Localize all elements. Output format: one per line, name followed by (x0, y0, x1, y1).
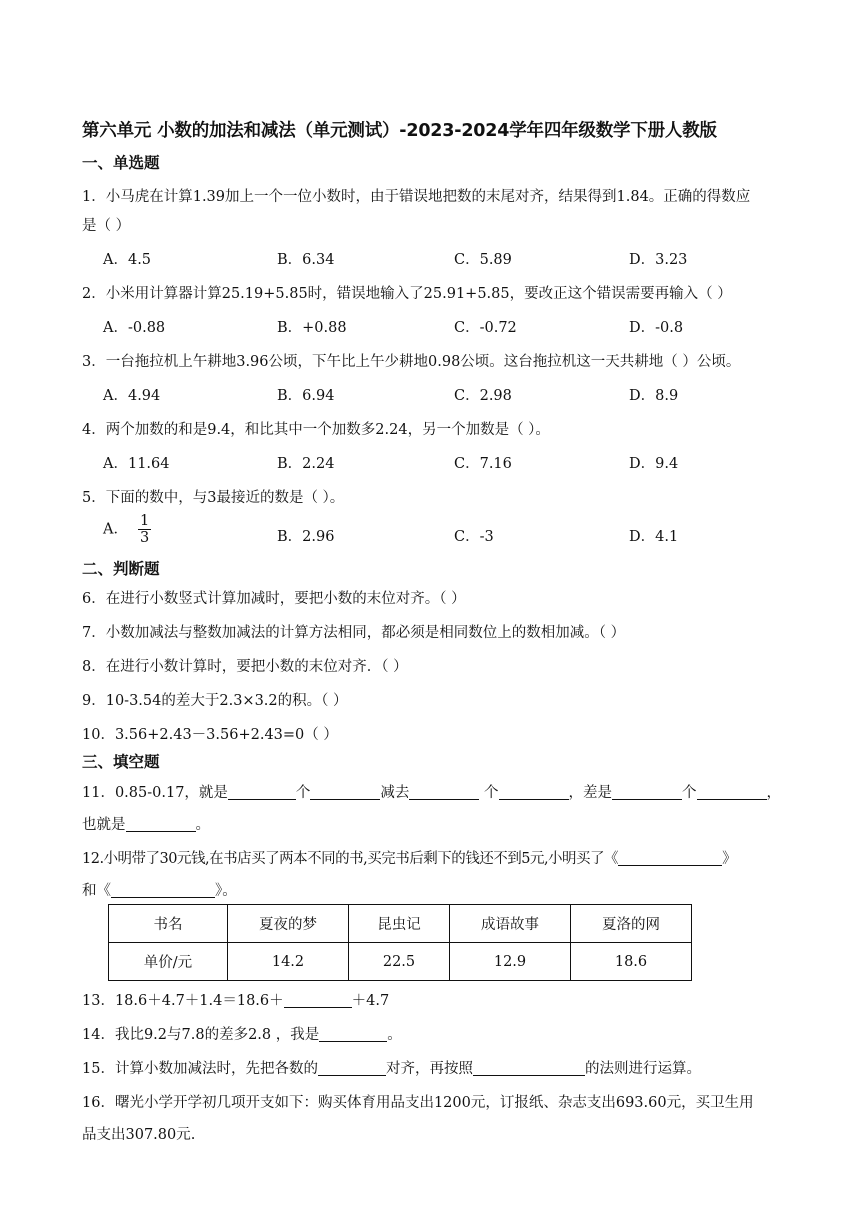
question-11-line-1 (82, 781, 781, 802)
answer-blank[interactable] (310, 783, 380, 800)
question-4-option-d: D．9.4 (629, 456, 679, 472)
question-11-text-f: 个 (682, 785, 697, 801)
question-14-text-a: 14．我比9.2与7.8的差多2.8 ，我是 (82, 1027, 320, 1043)
question-15-text (82, 1057, 701, 1078)
question-10-text: 10．3.56+2.43－3.56+2.43=0（ ） (82, 727, 338, 743)
question-4-option-a: A．11.64 (103, 456, 170, 472)
answer-blank[interactable] (284, 991, 352, 1008)
answer-blank[interactable] (319, 1025, 387, 1042)
question-11-text-c: 减去 (380, 785, 410, 801)
question-5-option-d: D．4.1 (629, 529, 679, 545)
answer-blank[interactable] (697, 783, 767, 800)
question-13-text (82, 989, 389, 1010)
question-5-option-a-label: A． (103, 521, 128, 538)
table-cell: 夏夜的梦 (228, 905, 349, 943)
table-header-row (109, 905, 692, 943)
table-cell: 18.6 (571, 943, 692, 981)
table-cell: 夏洛的网 (571, 905, 692, 943)
question-12-text-d: 》。 (215, 883, 237, 899)
question-15-text-b: 对齐，再按照 (385, 1061, 473, 1077)
answer-blank[interactable] (228, 783, 296, 800)
answer-blank[interactable] (618, 849, 722, 866)
table-cell: 书名 (109, 905, 228, 943)
book-price-table (108, 904, 692, 981)
question-11-text-b: 个 (295, 785, 311, 801)
question-9-text: 9．10-3.54的差大于2.3×3.2的积。（ ） (82, 693, 348, 709)
section-heading-single-choice: 一、单选题 (82, 154, 160, 172)
table-cell: 成语故事 (450, 905, 571, 943)
question-2-option-d: D．-0.8 (629, 320, 684, 336)
question-3-text: 3．一台拖拉机上午耕地3.96公顷，下午比上午少耕地0.98公顷。这台拖拉机这一天共耕地（ ）公顷。 (82, 354, 741, 370)
question-1-option-b: B．6.34 (277, 252, 335, 268)
question-14-text-b: 。 (387, 1027, 402, 1043)
question-5-text: 5．下面的数中，与3最接近的数是（ ）。 (82, 490, 345, 506)
question-1-option-c: C．5.89 (454, 252, 512, 268)
question-11-text-d: 个 (479, 785, 499, 801)
question-7-text: 7．小数加减法与整数加减法的计算方法相同，都必须是相同数位上的数相加减。（ ） (82, 625, 626, 641)
question-5-option-a (103, 513, 151, 546)
question-16-text-line-1: 16．曙光小学开学初几项开支如下：购买体育用品支出1200元，订报纸、杂志支出693.60元，买卫生用 (82, 1095, 754, 1111)
question-5-option-c: C．-3 (454, 529, 494, 545)
question-6-text: 6．在进行小数竖式计算加减时，要把小数的末位对齐。（ ） (82, 591, 466, 607)
question-1-text-line-2: 是（ ） (82, 218, 131, 234)
question-3-option-c: C．2.98 (454, 388, 512, 404)
fraction-numerator: 1 (139, 513, 150, 529)
question-5-option-b: B．2.96 (277, 529, 335, 545)
question-3-option-a: A．4.94 (103, 388, 161, 404)
table-cell: 12.9 (450, 943, 571, 981)
table-cell: 单价/元 (109, 943, 228, 981)
section-heading-true-false: 二、判断题 (82, 560, 160, 578)
question-8-text: 8．在进行小数计算时，要把小数的末位对齐．（ ） (82, 659, 408, 675)
question-2-option-c: C．-0.72 (454, 320, 517, 336)
answer-blank[interactable] (473, 1059, 585, 1076)
answer-blank[interactable] (612, 783, 682, 800)
section-heading-fill-in: 三、填空题 (82, 753, 160, 771)
answer-blank[interactable] (111, 881, 215, 898)
question-13-text-a: 13．18.6＋4.7＋1.4＝18.6＋ (82, 993, 284, 1009)
question-1-text-line-1: 1．小马虎在计算1.39加上一个一位小数时，由于错误地把数的末尾对齐，结果得到1.84。正确的得数应 (82, 189, 751, 205)
table-row (109, 943, 692, 981)
question-12-text-c: 和《 (82, 883, 111, 899)
answer-blank[interactable] (499, 783, 569, 800)
table-cell: 14.2 (228, 943, 349, 981)
question-11-text-g: ， (766, 785, 782, 801)
question-12-text-a: 12.小明带了30元钱,在书店买了两本不同的书,买完书后剩下的钱还不到5元,小明买了《 (82, 851, 619, 867)
table-cell: 昆虫记 (349, 905, 450, 943)
question-4-option-b: B．2.24 (277, 456, 335, 472)
question-11-text-a: 11．0.85-0.17，就是 (82, 785, 228, 801)
question-4-option-c: C．7.16 (454, 456, 512, 472)
fraction-denominator: 3 (139, 530, 150, 546)
question-12-line-2 (82, 879, 237, 900)
answer-blank[interactable] (126, 815, 196, 832)
question-1-option-a: A．4.5 (103, 252, 152, 268)
question-12-text-b: 》 (722, 851, 737, 867)
answer-blank[interactable] (409, 783, 479, 800)
answer-blank[interactable] (318, 1059, 386, 1076)
question-15-text-a: 15．计算小数加减法时，先把各数的 (82, 1061, 318, 1077)
question-1-option-d: D．3.23 (629, 252, 688, 268)
question-11-text-i: 。 (195, 817, 210, 833)
table-cell: 22.5 (349, 943, 450, 981)
question-11-text-e: ，差是 (568, 785, 613, 801)
question-11-line-2 (82, 813, 210, 834)
page-title: 第六单元 小数的加法和减法（单元测试）-2023-2024学年四年级数学下册人教版 (82, 121, 717, 141)
fraction-one-third (138, 513, 151, 546)
question-14-text (82, 1023, 402, 1044)
question-2-text: 2．小米用计算器计算25.19+5.85时，错误地输入了25.91+5.85，要改正这个错误需要再输入（ ） (82, 286, 732, 302)
question-2-option-a: A．-0.88 (103, 320, 166, 336)
question-12-line-1 (82, 847, 736, 868)
question-2-option-b: B．+0.88 (277, 320, 347, 336)
question-4-text: 4．两个加数的和是9.4，和比其中一个加数多2.24，另一个加数是（ ）。 (82, 422, 550, 438)
question-15-text-c: 的法则进行运算。 (584, 1061, 701, 1077)
question-11-text-h: 也就是 (82, 817, 126, 833)
question-16-text-line-2: 品支出307.80元. (82, 1127, 196, 1143)
question-3-option-d: D．8.9 (629, 388, 679, 404)
question-13-text-b: ＋4.7 (351, 993, 390, 1009)
question-3-option-b: B．6.94 (277, 388, 335, 404)
